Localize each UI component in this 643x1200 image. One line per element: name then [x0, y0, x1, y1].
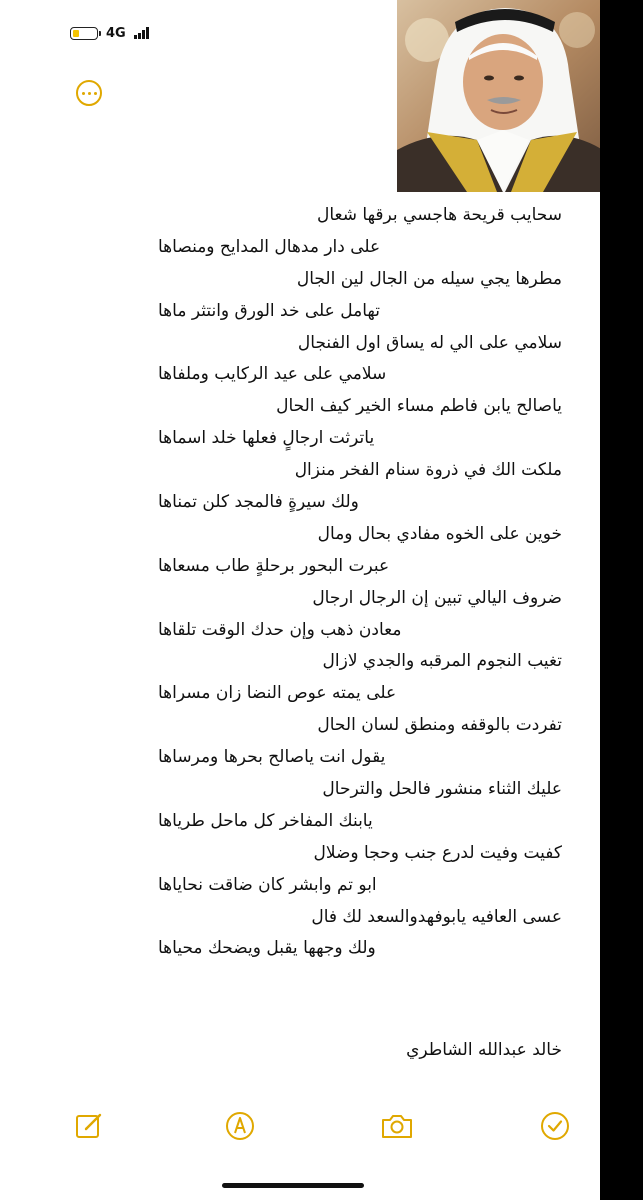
poem-line: عسى العافيه يابوفهدوالسعد لك فال	[311, 906, 562, 927]
poem-line: ياترثت ارجالٍ فعلها خلد اسماها	[158, 428, 375, 449]
poem-line: يابنك المفاخر كل ماحل طرياها	[158, 810, 373, 831]
poem-line: ملكت الك في ذروة سنام الفخر منزال	[294, 460, 562, 481]
network-type: 4G	[106, 25, 126, 41]
poem-line: سلامي على الي له يساق اول الفنجال	[297, 332, 562, 353]
compose-icon[interactable]	[72, 1109, 106, 1143]
poem-line: على دار مدهال المدايح ومنصاها	[158, 236, 381, 257]
poem-line: خوين على الخوه مفادي بحال ومال	[317, 523, 562, 544]
poem-line: يقول انت ياصالح بحرها ومرساها	[158, 747, 386, 768]
markup-pen-icon[interactable]	[223, 1109, 257, 1143]
signal-strength-icon	[134, 27, 149, 39]
poem-line: ضروف اليالي تبين إن الرجال ارجال	[312, 587, 562, 608]
camera-icon[interactable]	[380, 1109, 414, 1143]
author-signature: خالد عبدالله الشاطري	[406, 1040, 562, 1060]
poem-line: عليك الثناء منشور فالحل والترحال	[322, 779, 562, 800]
battery-icon	[70, 27, 98, 40]
poem-line: ابو تم وابشر كان ضاقت نحاياها	[158, 874, 377, 895]
ellipsis-circle-icon[interactable]	[76, 80, 102, 106]
poem-line: تغيب النجوم المرقبه والجدي لازال	[322, 651, 562, 672]
attached-photo[interactable]	[397, 0, 600, 192]
home-indicator[interactable]	[222, 1183, 364, 1188]
poem-line: ولك وجهها يقبل ويضحك محياها	[158, 938, 376, 959]
poem-line: تفردت بالوقفه ومنطق لسان الحال	[317, 715, 562, 736]
poem-line: على يمته عوص النضا زان مسراها	[158, 683, 397, 704]
poem-line: معادن ذهب وإن حدك الوقت تلقاها	[158, 619, 402, 640]
poem-line: سحايب قريحة هاجسي برقها شعال	[317, 205, 562, 225]
poem-line: مطرها يجي سيله من الجال لين الجال	[296, 268, 562, 289]
checklist-icon[interactable]	[538, 1109, 572, 1143]
poem-line: سلامي على عيد الركايب وملفاها	[158, 364, 387, 385]
poem-line: كفيت وفيت لدرع جنب وحجا وضلال	[313, 842, 562, 863]
poem-line: ولك سيرةٍ فالمجد كلن تمناها	[158, 492, 359, 513]
bottom-toolbar	[0, 1105, 600, 1149]
status-bar	[70, 22, 149, 44]
portrait-image	[397, 0, 600, 192]
poem-line: ياصالح يابن فاطم مساء الخير كيف الحال	[276, 396, 562, 417]
poem-line: تهامل على خد الورق وانتثر ماها	[158, 300, 380, 321]
note-body[interactable]	[150, 200, 562, 965]
battery-fill	[73, 30, 79, 37]
poem-line: عبرت البحور برحلةٍ طاب مسعاها	[158, 555, 390, 576]
